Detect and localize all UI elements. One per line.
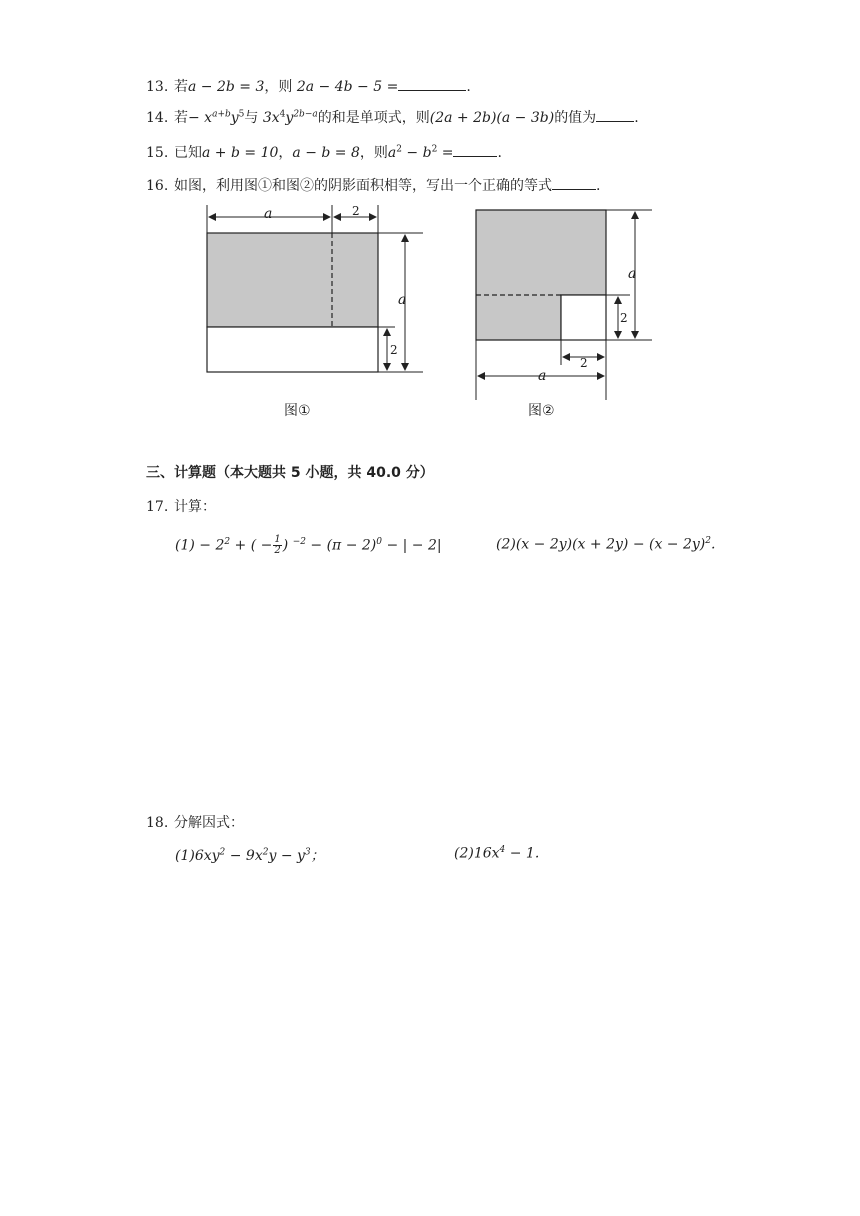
q17-p2-sup: 2 [705, 536, 711, 546]
q16-end: . [596, 178, 601, 194]
question-number: 15. [146, 145, 169, 161]
shaded-region [207, 233, 378, 327]
q17-part2 [496, 536, 715, 553]
q15-end: . [497, 145, 502, 161]
q18-text: 分解因式： [174, 815, 244, 831]
q13-expr2: 2a − 4b − 5 = [296, 79, 399, 95]
q14-sup2: 4 [279, 109, 286, 120]
fig1-label-2-top: 2 [352, 204, 360, 218]
q14-pre: 若 [174, 110, 188, 126]
q14-expr1: − x [188, 110, 213, 126]
q18-p1-sup3: 3 [304, 847, 311, 858]
q17-p1-mid2: ) [282, 537, 293, 554]
q13-end: . [466, 79, 471, 95]
q17-p1-rest: − (π − 2) [305, 537, 377, 554]
answer-blank[interactable] [398, 78, 466, 91]
answer-blank[interactable] [453, 144, 497, 157]
q18-p1-sup2: 2 [262, 847, 269, 858]
q14-sup1b: 5 [238, 109, 245, 120]
q18-p1-sup1: 2 [219, 847, 226, 858]
q15-expr3c: = [437, 145, 454, 161]
fig2-label-a-bottom: a [538, 368, 547, 384]
q14-mid2: 的和是单项式，则 [317, 110, 430, 126]
fig1-label-a-top: a [264, 206, 273, 222]
q17-p1-mid: + ( − [230, 537, 273, 554]
fraction-denominator: 2 [274, 545, 281, 556]
fig2-label-a-right: a [628, 266, 637, 282]
q15-expr1: a + b = 10 [202, 145, 279, 161]
q17-p2: (2)(x − 2y)(x + 2y) − (x − 2y) [496, 536, 706, 553]
fig1-label-a-right: a [398, 292, 407, 308]
q15-sep: ， [278, 145, 293, 161]
q18-p2-sup: 4 [499, 845, 506, 855]
q14-sup2b: 2b−a [293, 109, 318, 120]
q14-end: . [634, 110, 639, 126]
q17-p1-pre: (1) − 2 [175, 537, 225, 554]
q15-expr2: a − b = 8 [292, 145, 360, 161]
q17-p1-end: − | − 2| [382, 537, 442, 554]
question-13 [146, 76, 471, 96]
q14-sup1: a+b [212, 109, 231, 120]
question-18 [146, 812, 244, 832]
q15-mid: ，则 [359, 145, 388, 161]
fig2-label-2-bottom: 2 [580, 356, 588, 370]
q13-mid: ，则 [264, 79, 297, 95]
fraction [273, 535, 281, 556]
question-number: 17. [146, 499, 169, 515]
fraction-numerator: 1 [274, 534, 281, 545]
answer-blank[interactable] [596, 109, 634, 122]
question-number: 13. [146, 79, 169, 95]
q17-text: 计算： [174, 499, 216, 515]
q17-p1-sup: 2 [224, 536, 231, 547]
section-heading: 三、计算题（本大题共 5 小题，共 40.0 分） [146, 465, 434, 481]
q18-p1-end: ； [310, 848, 325, 864]
fig2-caption: 图② [528, 403, 555, 419]
question-number: 14. [146, 110, 169, 126]
q14-expr2: 3x [262, 110, 280, 126]
q14-expr2b: y [285, 110, 294, 126]
q18-p1-a: (1)6xy [175, 848, 220, 864]
q17-p1-sup2: −2 [292, 536, 306, 547]
q14-mid3: 的值为 [554, 110, 597, 126]
question-14 [146, 107, 639, 127]
q15-pre: 已知 [174, 145, 202, 161]
q14-mid1: 与 [244, 110, 263, 126]
q14-expr3: (2a + 2b)(a − 3b) [429, 110, 555, 126]
q17-p2-end: . [711, 536, 716, 553]
question-17 [146, 496, 216, 516]
q15-sup3a: 2 [396, 144, 402, 155]
q18-part1 [175, 845, 325, 865]
question-number: 16. [146, 178, 169, 194]
q18-part2 [454, 845, 539, 862]
fig2-label-2-right: 2 [620, 311, 628, 325]
q18-p1-c: y − y [268, 848, 305, 864]
q15-sup3b: 2 [431, 144, 438, 155]
q16-text: 如图，利用图①和图②的阴影面积相等，写出一个正确的等式 [174, 178, 552, 194]
fig1-label-2-right: 2 [390, 343, 398, 357]
q14-expr1b: y [230, 110, 239, 126]
answer-blank[interactable] [552, 177, 596, 190]
question-number: 18. [146, 815, 169, 831]
question-15 [146, 142, 502, 162]
q13-pre: 若 [174, 79, 188, 95]
white-square [561, 295, 606, 340]
figure-2 [470, 200, 660, 405]
fig1-caption: 图① [284, 403, 311, 419]
q18-p2-b: − 1. [505, 845, 540, 862]
q18-p2-a: (2)16x [454, 845, 500, 862]
q15-expr3b: − b [401, 145, 432, 161]
q15-expr3a: a [387, 145, 397, 161]
q13-expr1: a − 2b = 3 [188, 79, 265, 95]
q17-part1 [175, 535, 442, 556]
q17-p1-sup3: 0 [376, 536, 382, 547]
q18-p1-b: − 9x [225, 848, 263, 864]
question-16 [146, 175, 600, 195]
white-region [207, 327, 378, 372]
